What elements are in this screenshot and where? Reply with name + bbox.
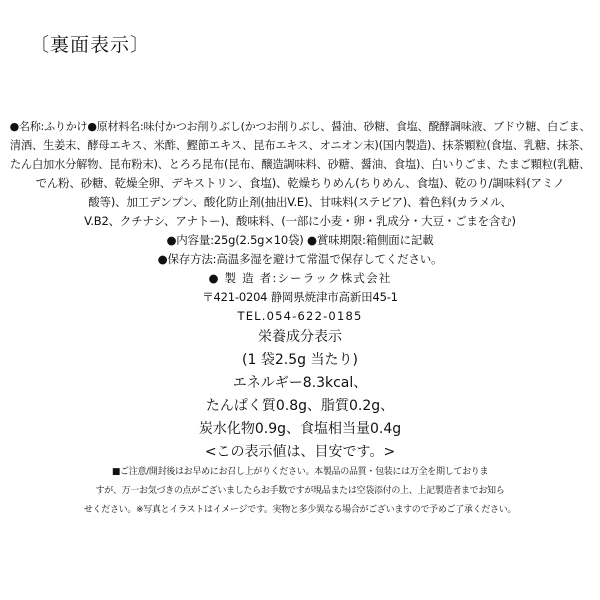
nutrition-protein-fat: たんぱく質0.8g、脂質0.2g、 <box>205 398 395 414</box>
caution-line: ■ご注意/開封後はお早めにお召し上がりください。本製品の品質・包装には万全を期しておりま <box>111 467 489 477</box>
nutrition-serving: (1 袋2.5g 当たり) <box>242 352 358 368</box>
phone-line: TEL.054-622-0185 <box>237 309 363 323</box>
address-line: 〒421-0204 静岡県焼津市高新田45-1 <box>202 290 398 304</box>
nutrition-carbs-salt: 炭水化物0.9g、食塩相当量0.4g <box>198 421 402 437</box>
caution-line: すが、万一お気づきの点がございましたらお手数ですが現品または空袋添付の上、上記製造者までお知ら <box>95 486 505 496</box>
nutrition-title: 栄養成分表示 <box>258 329 342 345</box>
ingredients-line: 清酒、生姜末、酵母エキス、米酢、鰹節エキス、昆布エキス、オニオン末)(国内製造)、抹茶顆粒(食塩、乳糖、抹茶、 <box>9 139 591 152</box>
contents-expiry-line: ●内容量:25g(2.5g×10袋) ●賞味期限:箱側面に記載 <box>166 233 434 247</box>
storage-line: ●保存方法:高温多湿を避けて常温で保存してください。 <box>157 252 443 266</box>
nutrition-energy: エネルギー8.3kcal、 <box>232 375 368 391</box>
caution-notice <box>0 463 600 520</box>
nutrition-note: <この表示値は、目安です。> <box>204 444 396 460</box>
ingredients-line: V.B2、クチナシ、アナトー)、酸味料、(一部に小麦・卵・乳成分・大豆・ごまを含む) <box>84 214 516 228</box>
ingredients-line: ●名称:ふりかけ●原材料名:味付かつお削りぶし(かつお削りぶし、醤油、砂糖、食塩、醗酵調味液、ブドウ糖、白ごま、 <box>9 120 591 133</box>
product-label <box>0 117 600 326</box>
ingredients-line: たん白加水分解物、昆布粉末)、とろろ昆布(昆布、醸造調味料、砂糖、醤油、食塩)、白いりごま、たまご顆粒(乳糖、 <box>9 158 591 171</box>
manufacturer-line: ● 製 造 者:シーラック株式会社 <box>208 271 392 285</box>
caution-line: せください。※写真とイラストはイメージです。実物と多少異なる場合がございますので予めご了承ください。 <box>83 505 517 515</box>
nutrition-facts <box>0 326 600 464</box>
page-title: 〔裏面表示〕 <box>30 34 151 56</box>
ingredients-line: 酸等)、加工デンプン、酸化防止剤(抽出V.E)、甘味料(ステビア)、着色料(カラメル、 <box>88 195 512 209</box>
ingredients-line: でん粉、砂糖、乾燥全卵、デキストリン、食塩)、乾燥ちりめん(ちりめん、食塩)、乾のり/調味料(アミノ <box>35 176 565 190</box>
